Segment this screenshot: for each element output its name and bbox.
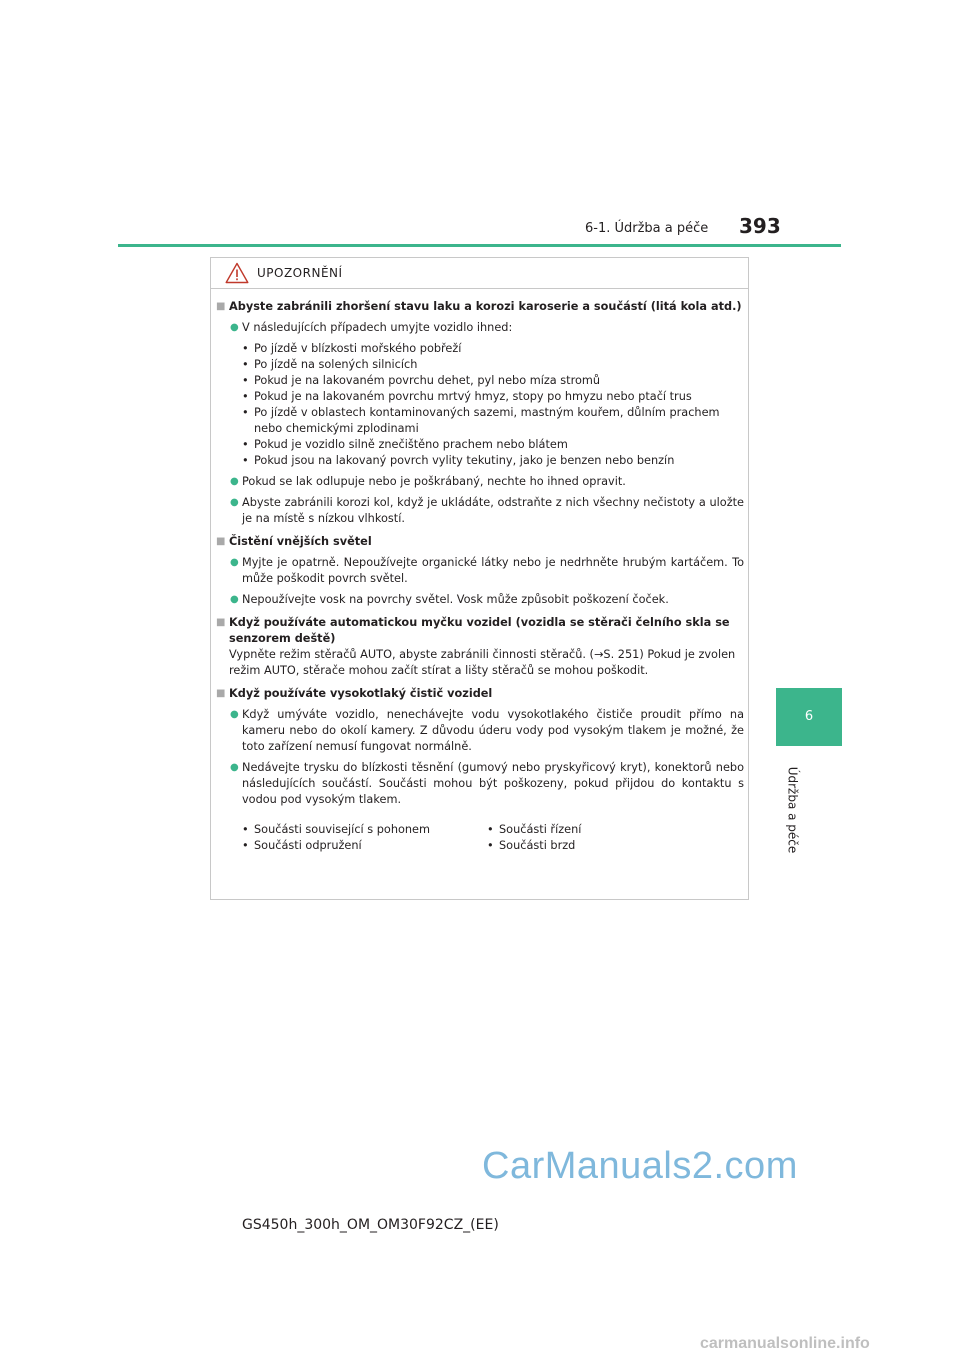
sub-bullet: • Součásti řízení [487, 823, 582, 836]
square-bullet-icon: ■ [216, 536, 226, 547]
dot-bullet-icon: ● [230, 709, 239, 720]
watermark-text: carmanualsonline.info [700, 1335, 870, 1352]
list-item: ● Pokud se lak odlupuje nebo je poškrábaný, nechte ho ihned opravit. [230, 475, 626, 488]
sub-bullet: • Pokud je na lakovaném povrchu mrtvý hmyz, stopy po hmyzu nebo ptačí trus [242, 390, 692, 403]
chapter-label: Údržba a péče [785, 766, 800, 854]
list-item: ● Nedávejte trysku do blízkosti těsnění (gumový nebo pryskyřicový kryt), konektorů nebo následujících součástí. Součásti mohou být poškozeny, pokud přijdou do kontaktu s vodou pod vysokým tlakem. [230, 761, 744, 806]
square-bullet-icon: ■ [216, 301, 226, 312]
dot-bullet-icon: ● [230, 557, 239, 568]
component-list [216, 822, 744, 854]
list-item: ● Myjte je opatrně. Nepoužívejte organické látky nebo je nedrhněte hrubým kartáčem. To může poškodit povrch světel. [230, 556, 744, 585]
sub-bullet: • Součásti odpružení [242, 839, 362, 852]
warning-triangle-icon [225, 262, 249, 284]
document-code: GS450h_300h_OM_OM30F92CZ_(EE) [242, 1217, 499, 1233]
dot-bullet-icon: ● [230, 497, 239, 508]
sub-bullet-list [216, 341, 744, 469]
sub-bullet: • Po jízdě v oblastech kontaminovaných sazemi, mastným kouřem, důlním prachem nebo chemickými zplodinami [242, 406, 720, 435]
square-bullet-icon: ■ [216, 617, 226, 628]
section-heading: ■ Čistění vnějších světel [216, 535, 372, 548]
section-title: 6-1. Údržba a péče [585, 221, 709, 236]
list-item: ● V následujících případech umyjte vozidlo ihned: [230, 321, 513, 334]
section-body: Vypněte režim stěračů AUTO, abyste zabránili činnosti stěračů. (→S. 251) Pokud je zvolen režim AUTO, stěrače mohou začít stírat a lišty stěračů se mohou poškodit. [229, 648, 736, 677]
dot-bullet-icon: ● [230, 594, 239, 605]
sub-bullet: • Po jízdě v blízkosti mořského pobřeží [242, 342, 462, 355]
dot-bullet-icon: ● [230, 762, 239, 773]
square-bullet-icon: ■ [216, 688, 226, 699]
list-item: ● Abyste zabránili korozi kol, když je ukládáte, odstraňte z nich všechny nečistoty a uložte je na místě s nízkou vlhkostí. [230, 496, 744, 525]
watermark-logo: CarManuals2.com [482, 1145, 798, 1187]
sub-bullet: • Pokud je na lakovaném povrchu dehet, pyl nebo míza stromů [242, 374, 601, 387]
warning-box [210, 257, 749, 900]
section-heading: ■ Abyste zabránili zhoršení stavu laku a korozi karoserie a součástí (litá kola atd.) [216, 300, 742, 313]
sub-bullet: • Pokud jsou na lakovaný povrch vylity tekutiny, jako je benzen nebo benzín [242, 454, 675, 467]
component-column [242, 822, 487, 854]
dot-bullet-icon: ● [230, 476, 239, 487]
list-item: ● Nepoužívejte vosk na povrchy světel. Vosk může způsobit poškození čoček. [230, 593, 669, 606]
page-number: 393 [739, 214, 781, 238]
section-heading: ■ Když používáte vysokotlaký čistič vozidel [216, 687, 493, 700]
warning-content [216, 299, 744, 854]
sub-bullet: • Po jízdě na solených silnicích [242, 358, 418, 371]
sub-bullet: • Pokud je vozidlo silně znečištěno prachem nebo blátem [242, 438, 568, 451]
component-column [487, 822, 732, 854]
sub-bullet: • Součásti související s pohonem [242, 823, 431, 836]
dot-bullet-icon: ● [230, 322, 239, 333]
list-item: ● Když umýváte vozidlo, nenechávejte vodu vysokotlakého čističe proudit přímo na kameru nebo do okolí kamery. Z důvodu úderu vody pod vysokým tlakem je možné, že toto zařízení nemusí fungovat normálně. [230, 708, 744, 753]
section-heading: ■ Když používáte automatickou myčku vozidel (vozidla se stěrači čelního skla se senzorem deště) [216, 616, 730, 645]
sub-bullet: • Součásti brzd [487, 839, 576, 852]
header-rule [118, 244, 841, 247]
warning-header [211, 258, 748, 289]
warning-title: UPOZORNĚNÍ [257, 266, 343, 280]
chapter-tab: 6 [776, 688, 842, 746]
